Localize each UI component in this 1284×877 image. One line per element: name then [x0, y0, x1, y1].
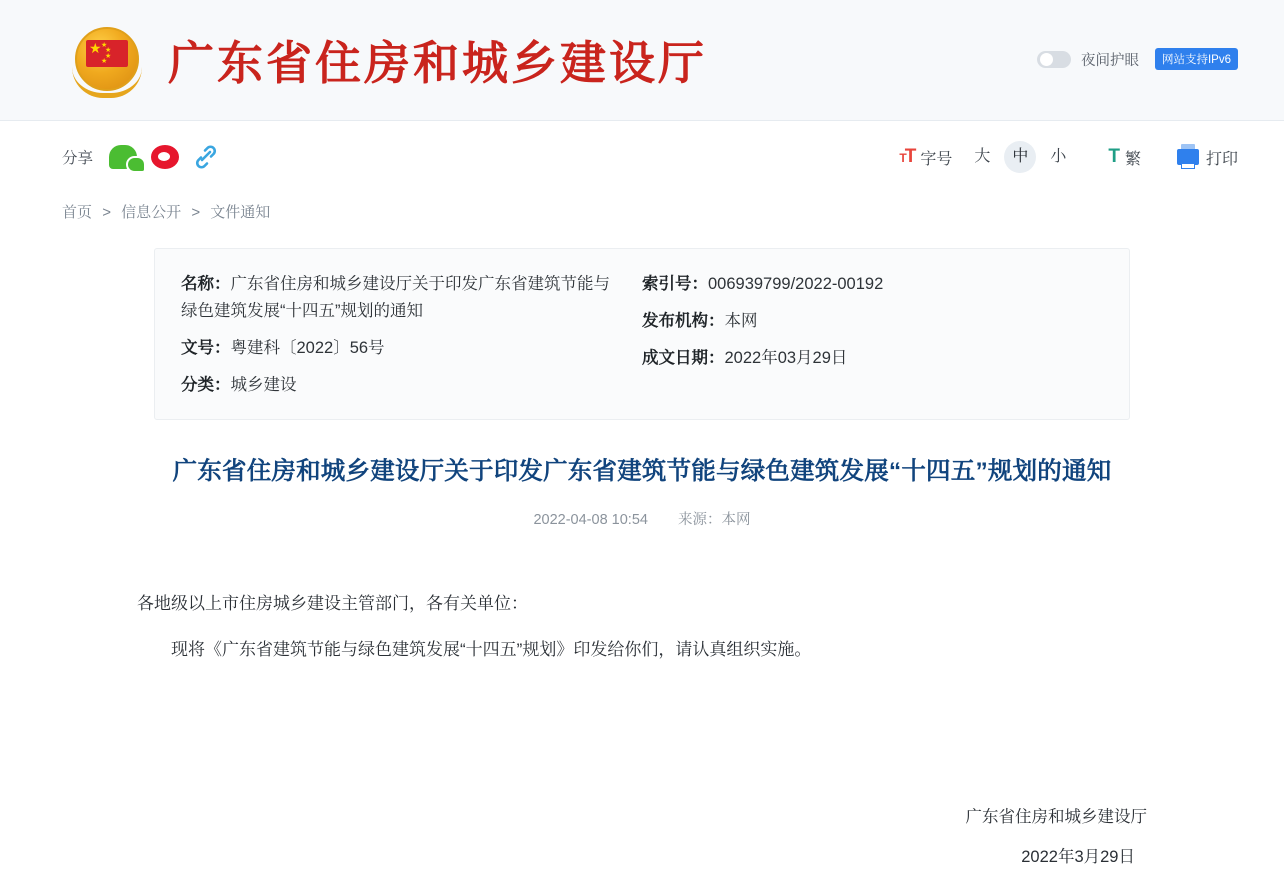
font-size-medium[interactable]: 中: [1004, 141, 1036, 173]
article-body: [137, 587, 1147, 667]
printer-icon: [1177, 149, 1199, 165]
site-title: 广东省住房和城乡建设厅: [168, 36, 707, 90]
meta-value-issue-date: 2022年03月29日: [724, 349, 848, 367]
breadcrumb-item-documents[interactable]: 文件通知: [210, 204, 271, 221]
document-meta-card: [154, 248, 1130, 420]
meta-row-docnumber: [181, 335, 624, 362]
meta-value-name: 广东省住房和城乡建设厅关于印发广东省建筑节能与绿色建筑发展“十四五”规划的通知: [181, 275, 610, 320]
wechat-icon[interactable]: [109, 145, 137, 169]
meta-value-index: 006939799/2022-00192: [708, 275, 884, 293]
meta-key-name: 名称：: [181, 275, 231, 293]
meta-row-name: [181, 271, 624, 325]
signature-organization: 广东省住房和城乡建设厅: [965, 808, 1147, 826]
meta-row-publisher: [642, 308, 1103, 335]
article-paragraph: 现将《广东省建筑节能与绿色建筑发展“十四五”规划》印发给你们，请认真组织实施。: [171, 640, 812, 659]
meta-value-docnumber: 粤建科〔2022〕56号: [230, 339, 385, 357]
font-size-label: 字号: [920, 150, 953, 168]
meta-value-publisher: 本网: [724, 312, 758, 330]
breadcrumb: [62, 201, 1284, 222]
print-button[interactable]: [1177, 146, 1238, 169]
breadcrumb-item-home[interactable]: 首页: [62, 204, 93, 221]
meta-row-issue-date: [642, 345, 1103, 372]
breadcrumb-item-info-disclosure[interactable]: 信息公开: [121, 204, 182, 221]
site-header: [0, 0, 1284, 121]
traditional-label: 繁: [1124, 150, 1141, 168]
article-signature: [137, 797, 1147, 877]
font-size-large[interactable]: 大: [974, 148, 991, 165]
share-group: [62, 145, 219, 169]
meta-column-left: [181, 271, 642, 399]
traditional-icon: T: [1108, 146, 1120, 167]
header-utilities: [1037, 48, 1238, 70]
night-mode-label: 夜间护眼: [1080, 52, 1139, 69]
meta-key-issue-date: 成文日期：: [642, 349, 725, 367]
signature-date: 2022年3月29日: [1021, 848, 1135, 866]
font-size-small[interactable]: 小: [1050, 148, 1067, 165]
print-label: 打印: [1205, 150, 1238, 168]
national-emblem-icon: ★ ★ ★ ★ ★: [68, 21, 146, 99]
article-source: 来源：本网: [678, 512, 751, 528]
meta-row-index: [642, 271, 1103, 298]
traditional-chinese-button[interactable]: [1108, 146, 1141, 169]
breadcrumb-separator: >: [191, 204, 201, 221]
publish-datetime: 2022-04-08 10:54: [533, 512, 648, 528]
share-label: 分享: [62, 150, 94, 167]
meta-key-category: 分类：: [181, 376, 231, 394]
article-paragraph: 各地级以上市住房城乡建设主管部门，各有关单位：: [137, 594, 528, 613]
breadcrumb-separator: >: [102, 204, 111, 221]
meta-key-index: 索引号：: [642, 275, 708, 293]
meta-value-category: 城乡建设: [230, 376, 297, 394]
page-title: 广东省住房和城乡建设厅关于印发广东省建筑节能与绿色建筑发展“十四五”规划的通知: [172, 458, 1112, 485]
ipv6-support-badge: 网站支持IPv6: [1155, 48, 1238, 70]
weibo-icon[interactable]: [151, 145, 179, 169]
copy-link-icon[interactable]: [193, 145, 219, 169]
meta-key-docnumber: 文号：: [181, 339, 231, 357]
meta-key-publisher: 发布机构：: [642, 312, 725, 330]
meta-row-category: [181, 372, 624, 399]
text-tools: [899, 141, 1238, 173]
page-toolbar: [0, 121, 1284, 193]
font-size-icon: TT: [899, 146, 915, 167]
meta-column-right: [642, 271, 1103, 399]
article-subheader: [0, 508, 1284, 529]
night-mode-toggle[interactable]: [1037, 51, 1071, 68]
